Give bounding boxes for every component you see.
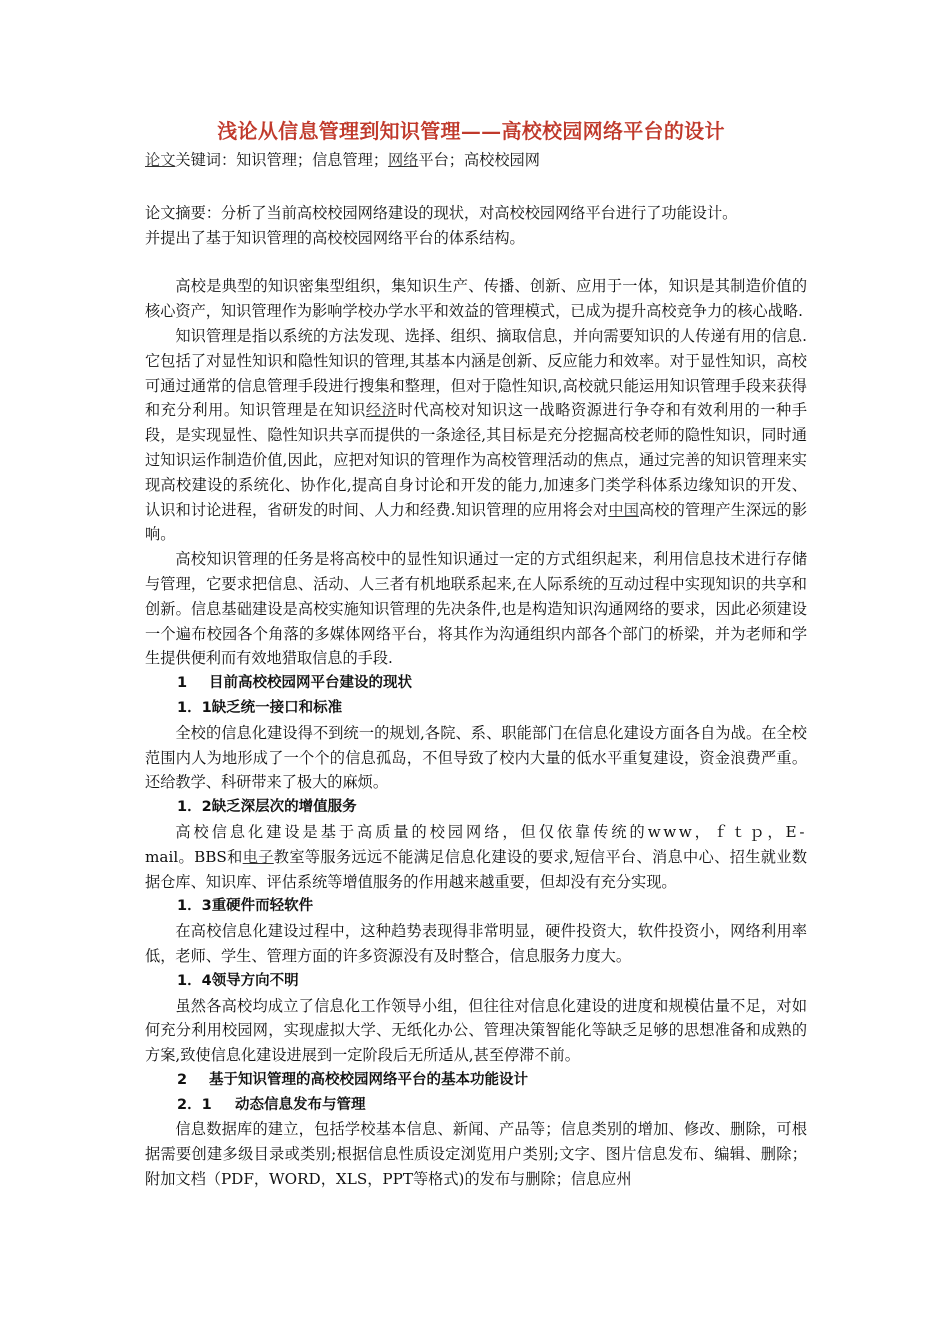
section-1-1-heading: 1．1缺乏统一接口和标准 <box>177 699 343 716</box>
abstract-line-2: 并提出了基于知识管理的高校校园网络平台的体系结构。 <box>145 228 525 247</box>
china-link[interactable]: 中国 <box>608 500 639 519</box>
network-link[interactable]: 网络 <box>388 151 419 169</box>
abstract-line-1: 论文摘要：分析了当前高校校园网络建设的现状，对高校校园网络平台进行了功能设计。 <box>145 203 738 222</box>
paragraph-1: 高校是典型的知识密集型组织，集知识生产、传播、创新、应用于一体，知识是其制造价值的核心资产，知识管理作为影响学校办学水平和效益的管理模式，已成为提升高校竞争力的核心战略. <box>145 277 807 321</box>
document-title: 浅论从信息管理到知识管理——高校校园网络平台的设计 <box>217 119 725 143</box>
economy-link[interactable]: 经济 <box>365 401 398 420</box>
section-1-2-heading: 1．2缺乏深层次的增值服务 <box>177 799 357 816</box>
keywords-line <box>145 148 807 173</box>
section-2-heading: 2 基于知识管理的高校校园网络平台的基本功能设计 <box>177 1071 528 1088</box>
section-2-1-heading: 2．1 动态信息发布与管理 <box>177 1096 366 1113</box>
keywords-text: 关键词：知识管理；信息管理； <box>175 151 388 169</box>
section-1-heading: 1 目前高校校园网平台建设的现状 <box>177 675 412 692</box>
document-page <box>145 118 807 1192</box>
section-2-1-text: 信息数据库的建立，包括学校基本信息、新闻、产品等；信息类别的增加、修改、删除，可根据需要创建多级目录或类别;根据信息性质设定浏览用户类别;文字、图片信息发布、编辑、删除；附加文档（PDF，WORD，XLS，PPT等格式)的发布与删除；信息应州 <box>145 1120 807 1189</box>
keywords-end: 平台；高校校园网 <box>418 151 540 169</box>
electronic-link[interactable]: 电子 <box>242 847 274 866</box>
section-1-4-text: 虽然各高校均成立了信息化工作领导小组，但往往对信息化建设的进度和规模估量不足，对如何充分利用校园网，实现虚拟大学、无纸化办公、管理决策智能化等缺乏足够的思想准备和成熟的方案,致使信息化建设进展到一定阶段后无所适从,甚至停滞不前。 <box>145 996 807 1065</box>
section-1-2-text: 高校信息化建设是基于高质量的校园网络，但仅依靠传统的www，ｆｔｐ，E- mail。BBS和电子教室等服务远远不能满足信息化建设的要求,短信平台、消息中心、招生就业数据仓库、知识库、评估系统等增值服务的作用越来越重要，但却没有充分实现。 <box>145 822 808 891</box>
paragraph-2: 知识管理是指以系统的方法发现、选择、组织、摘取信息，并向需要知识的人传递有用的信息.它包括了对显性知识和隐性知识的管理,其基本内涵是创新、反应能力和效率。对于显性知识，高校可通过通常的信息管理手段进行搜集和整理，但对于隐性知识,高校就只能运用知识管理手段来获得和充分利用。知识管理是在知识经济时代高校对知识这一战略资源进行争夺和有效利用的一种手段，是实现显性、隐性知识共享而提供的一条途径,其目标是充分挖掘高校老师的隐性知识，同时通过知识运作制造价值,因此，应把对知识的管理作为高校管理活动的焦点，通过完善的知识管理来实现高校建设的系统化、协作化,提高自身讨论和开发的能力,加速多门类学科体系边缘知识的开发、认识和讨论进程，省研发的时间、人力和经费.知识管理的应用将会对中国高校的管理产生深远的影响。 <box>145 326 808 544</box>
section-1-4-heading: 1．4领导方向不明 <box>177 972 299 989</box>
paper-link[interactable]: 论文 <box>145 151 176 169</box>
section-1-3-text: 在高校信息化建设过程中，这种趋势表现得非常明显，硬件投资大，软件投资小，网络利用率低，老师、学生、管理方面的许多资源没有及时整合，信息服务力度大。 <box>145 922 807 965</box>
section-1-3-heading: 1．3重硬件而轻软件 <box>177 898 314 915</box>
section-1-1-text: 全校的信息化建设得不到统一的规划,各院、系、职能部门在信息化建设方面各自为战。在全校范围内人为地形成了一个个的信息孤岛，不但导致了校内大量的低水平重复建设，资金浪费严重。还给教学、科研带来了极大的麻烦。 <box>145 723 807 792</box>
paragraph-3: 高校知识管理的任务是将高校中的显性知识通过一定的方式组织起来，利用信息技术进行存储与管理，它要求把信息、活动、人三者有机地联系起来,在人际系统的互动过程中实现知识的共享和创新。信息基础建设是高校实施知识管理的先决条件,也是构造知识沟通网络的要求，因此必须建设一个遍布校园各个角落的多媒体网络平台，将其作为沟通组织内部各个部门的桥梁，并为老师和学生提供便利而有效地猎取信息的手段. <box>145 550 807 668</box>
abstract <box>145 201 807 251</box>
